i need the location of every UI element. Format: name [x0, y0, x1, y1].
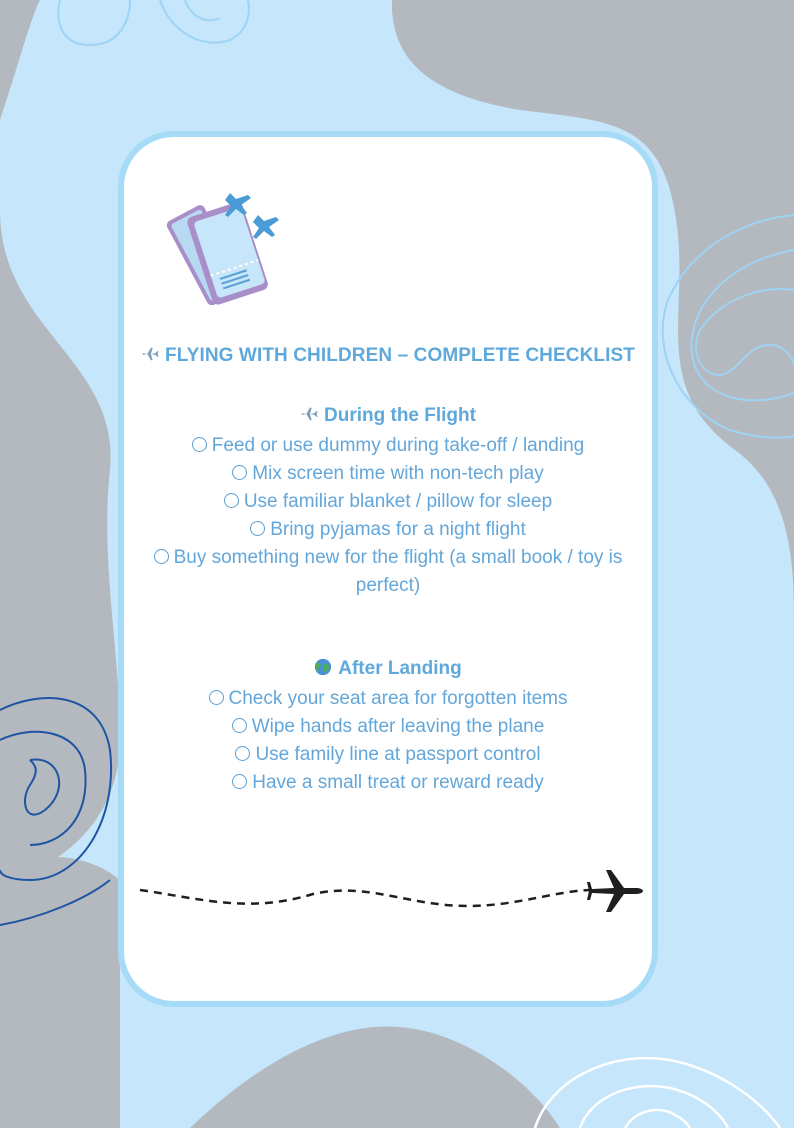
flight-path-decoration: [138, 864, 643, 924]
airplane-icon: [587, 870, 643, 912]
checkbox-circle[interactable]: [250, 521, 265, 536]
checklist-item-label: Have a small treat or reward ready: [252, 772, 544, 793]
checklist-item: [128, 488, 648, 516]
page-title-text: FLYING WITH CHILDREN – COMPLETE CHECKLIST: [165, 345, 635, 366]
checkbox-circle[interactable]: [232, 465, 247, 480]
section-heading-text: During the Flight: [324, 405, 476, 426]
checklist: [128, 685, 648, 797]
checkbox-circle[interactable]: [154, 549, 169, 564]
checklist-item: [128, 544, 648, 600]
globe-icon: [314, 657, 332, 685]
checklist-item-label: Feed or use dummy during take-off / landing: [211, 435, 585, 456]
checklist-item: [128, 685, 648, 713]
checklist-item-label: Check your seat area for forgotten items: [228, 688, 568, 709]
checkbox-circle[interactable]: [224, 493, 239, 508]
checklist: [128, 432, 648, 600]
section-heading: [128, 655, 648, 685]
section-during-flight: [128, 402, 648, 600]
section-heading: [128, 402, 648, 432]
checklist-item: [128, 432, 648, 460]
page-title: [118, 345, 658, 369]
dashed-flight-path: [140, 890, 593, 906]
checkbox-circle[interactable]: [192, 437, 207, 452]
airplane-icon: [300, 404, 318, 432]
airplane-icon: [141, 345, 159, 369]
checkbox-circle[interactable]: [209, 690, 224, 705]
section-heading-text: After Landing: [338, 658, 462, 679]
checklist-item-label: Buy something new for the flight (a small book / toy is perfect): [173, 547, 623, 596]
checklist-item-label: Use familiar blanket / pillow for sleep: [243, 491, 553, 512]
checklist-item-label: Mix screen time with non-tech play: [252, 463, 544, 484]
checkbox-circle[interactable]: [232, 718, 247, 733]
boarding-pass-icon: [158, 165, 298, 305]
checklist-item-label: Wipe hands after leaving the plane: [251, 716, 545, 737]
checklist-item: [128, 713, 648, 741]
checklist-item: [128, 741, 648, 769]
checklist-item-label: Use family line at passport control: [255, 744, 541, 765]
checklist-item: [128, 769, 648, 797]
section-after-landing: [128, 655, 648, 797]
checkbox-circle[interactable]: [235, 746, 250, 761]
checklist-item-label: Bring pyjamas for a night flight: [270, 519, 526, 540]
checklist-item: [128, 460, 648, 488]
checkbox-circle[interactable]: [232, 774, 247, 789]
checklist-item: [128, 516, 648, 544]
